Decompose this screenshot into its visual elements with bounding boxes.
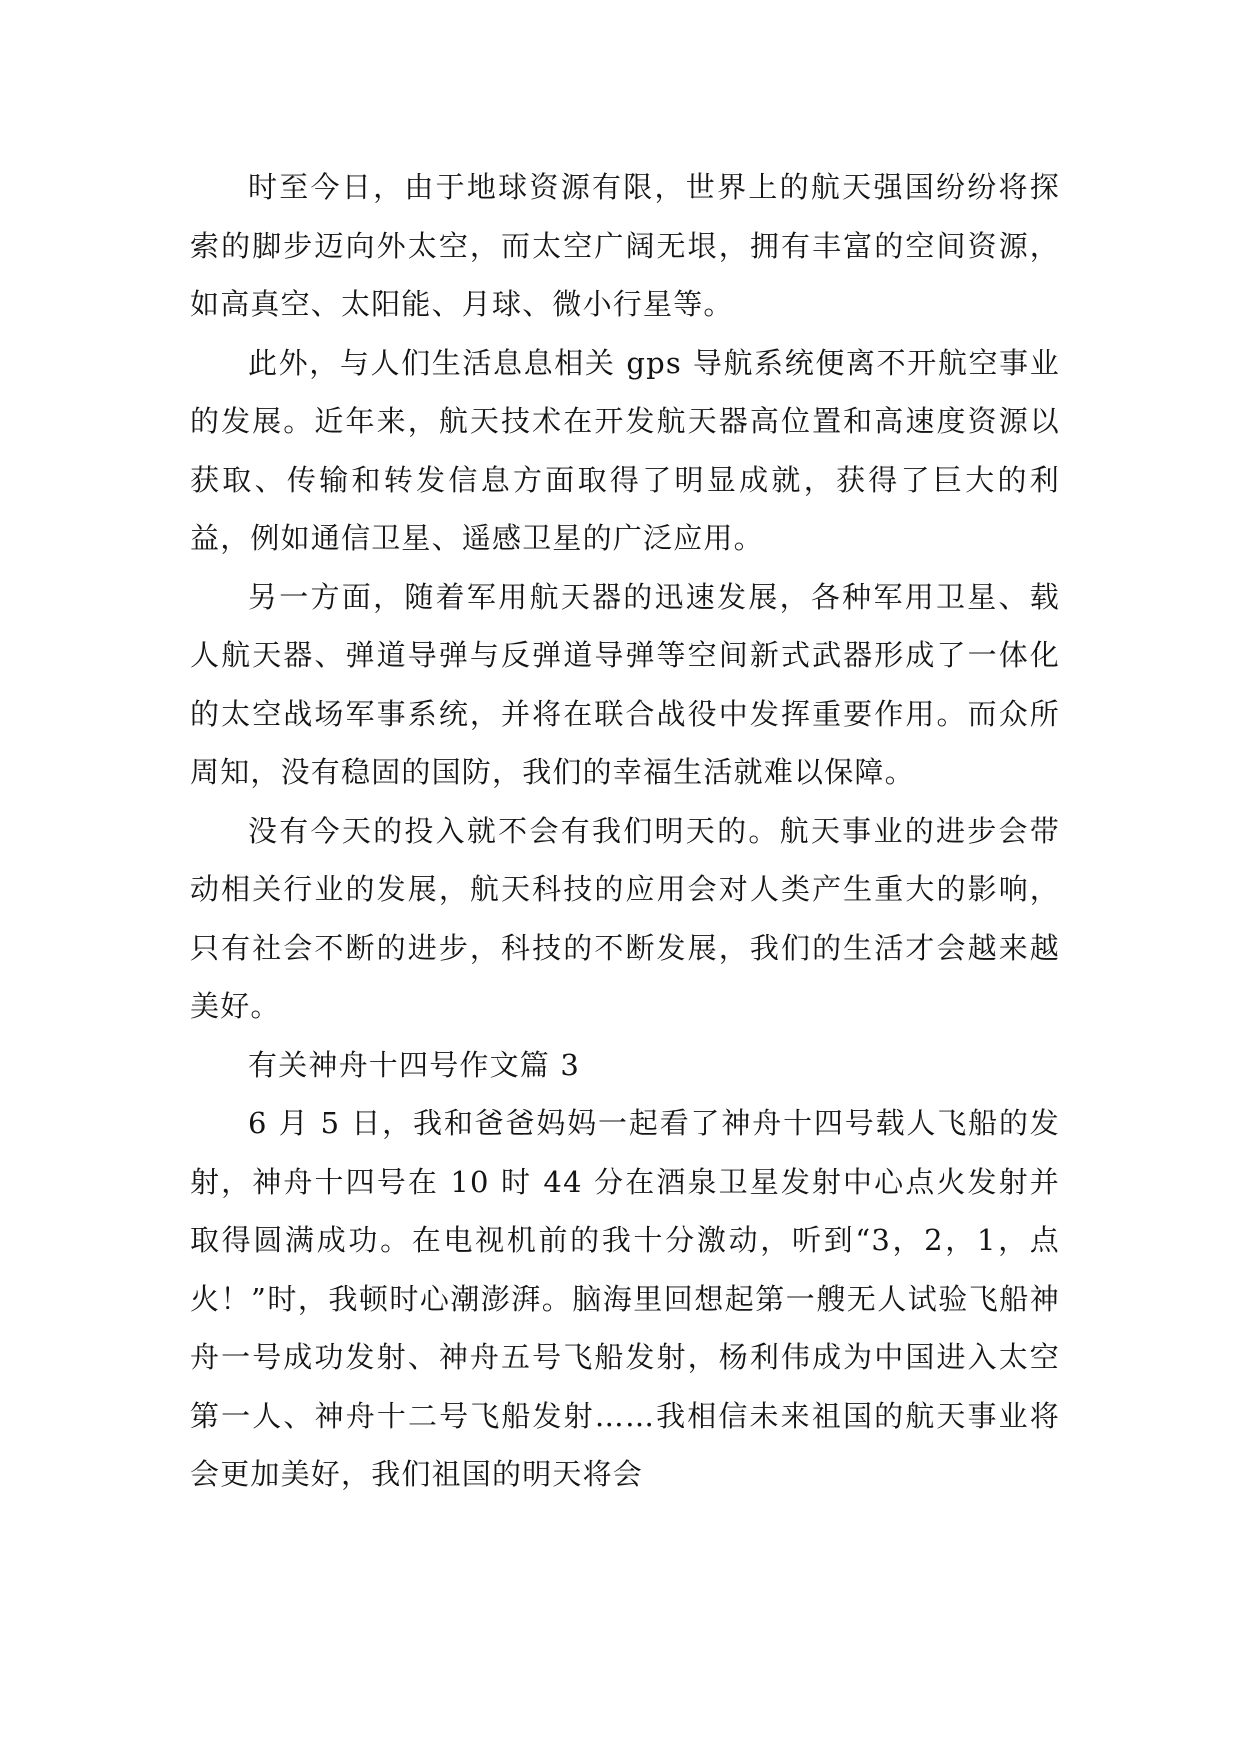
paragraph-space-resources: 时至今日，由于地球资源有限，世界上的航天强国纷纷将探索的脚步迈向外太空，而太空广阔无垠，拥有丰富的空间资源，如高真空、太阳能、月球、微小行星等。 — [190, 170, 1060, 321]
paragraph-shenzhou-launch: 6 月 5 日，我和爸爸妈妈一起看了神舟十四号载人飞船的发射，神舟十四号在 10 时 44 分在酒泉卫星发射中心点火发射并取得圆满成功。在电视机前的我十分激动，听到“3，2，1，点火！”时，我顿时心潮澎湃。脑海里回想起第一艘无人试验飞船神舟一号成功发射、神舟五号飞船发射，杨利伟成为中国进入太空第一人、神舟十二号飞船发射……我相信未来祖国的航天事业将会更加美好，我们祖国的明天将会 — [190, 1106, 1060, 1491]
paragraph-gps-navigation: 此外，与人们生活息息相关 gps 导航系统便离不开航空事业的发展。近年来，航天技术在开发航天器高位置和高速度资源以获取、传输和转发信息方面取得了明显成就，获得了巨大的利益，例如通信卫星、遥感卫星的广泛应用。 — [190, 345, 1060, 555]
section-heading: 有关神舟十四号作文篇 3 — [248, 1047, 581, 1082]
document-page — [190, 158, 1060, 1504]
paragraph-future-progress: 没有今天的投入就不会有我们明天的。航天事业的进步会带动相关行业的发展，航天科技的应用会对人类产生重大的影响，只有社会不断的进步，科技的不断发展，我们的生活才会越来越美好。 — [190, 813, 1060, 1023]
paragraph-military-space: 另一方面，随着军用航天器的迅速发展，各种军用卫星、载人航天器、弹道导弹与反弹道导弹等空间新式武器形成了一体化的太空战场军事系统，并将在联合战役中发挥重要作用。而众所周知，没有稳固的国防，我们的幸福生活就难以保障。 — [190, 579, 1060, 789]
